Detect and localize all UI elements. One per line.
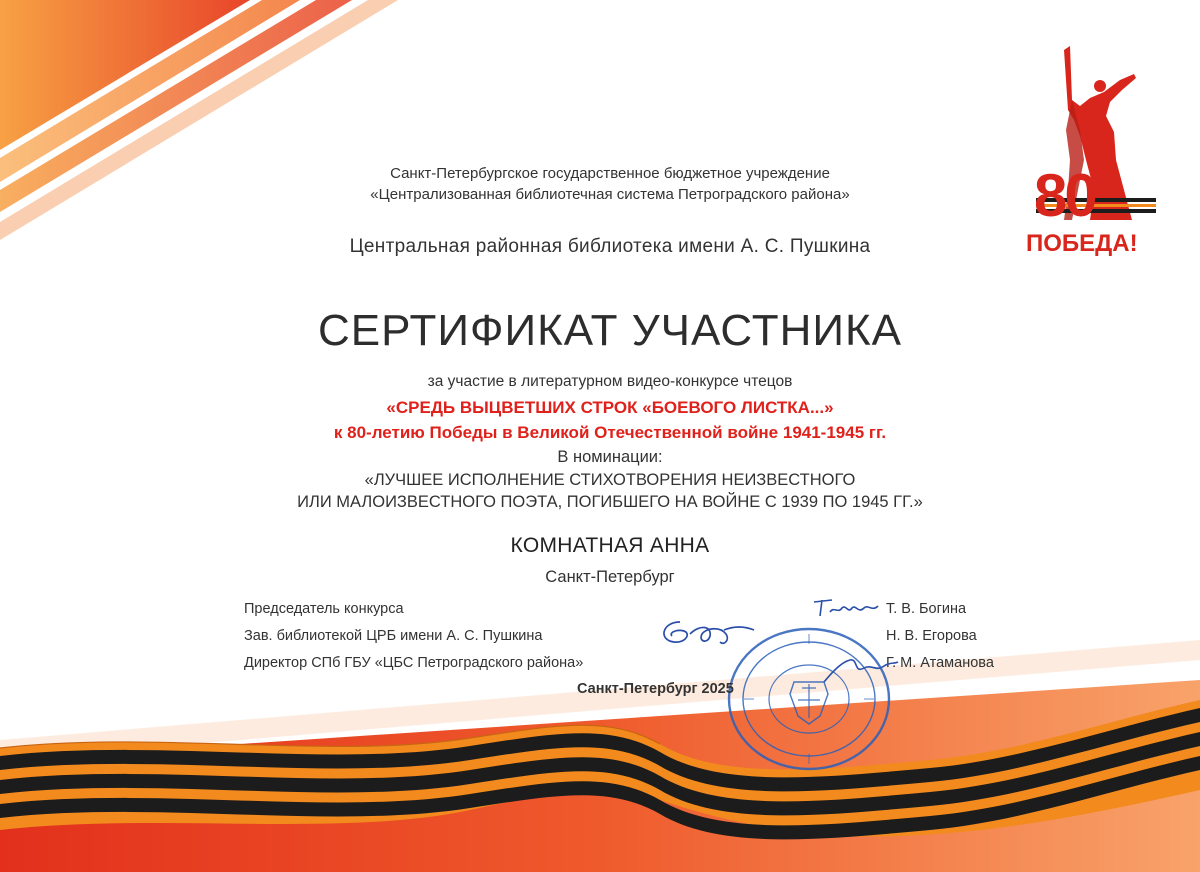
recipient-city: Санкт-Петербург [545,568,675,586]
signatory-name-director: Г. М. Атаманова [886,655,994,671]
recipient-name: КОМНАТНАЯ АННА [510,534,710,557]
organization-line-2: «Централизованная библиотечная система Петроградского района» [370,186,850,203]
jubilee-text: к 80-летию Победы в Великой Отечественной войне 1941-1945 гг. [333,423,887,442]
certificate-title: СЕРТИФИКАТ УЧАСТНИКА [318,306,902,355]
emblem-number: 80 [1034,162,1095,229]
organization-line-1: Санкт-Петербургское государственное бюджетное учреждение [390,165,830,182]
nomination-line-2: ИЛИ МАЛОИЗВЕСТНОГО ПОЭТА, ПОГИБШЕГО НА ВОЙНЕ С 1939 ПО 1945 ГГ.» [297,493,923,511]
signatory-name-chair: Т. В. Богина [886,601,967,617]
nomination-line-1: «ЛУЧШЕЕ ИСПОЛНЕНИЕ СТИХОТВОРЕНИЯ НЕИЗВЕСТНОГО [364,471,856,489]
signature-chair [810,596,882,622]
emblem-word: ПОБЕДА! [1026,230,1138,257]
nomination-label: В номинации: [557,448,663,466]
signatory-role-director: Директор СПб ГБУ «ЦБС Петроградского района» [244,655,584,671]
library-name: Центральная районная библиотека имени А. С. Пушкина [349,236,871,257]
signatory-name-head-librarian: Н. В. Егорова [886,628,977,644]
victory-80-emblem [1020,40,1170,270]
official-stamp [724,624,894,774]
contest-name: «СРЕДЬ ВЫЦВЕТШИХ СТРОК «БОЕВОГО ЛИСТКА...» [386,398,834,417]
signatory-role-head-librarian: Зав. библиотекой ЦРБ имени А. С. Пушкина [244,628,543,644]
footer-place-date: Санкт-Петербург 2025 [577,681,734,697]
signatory-role-chair: Председатель конкурса [244,601,404,617]
participation-text: за участие в литературном видео-конкурсе чтецов [427,373,793,390]
